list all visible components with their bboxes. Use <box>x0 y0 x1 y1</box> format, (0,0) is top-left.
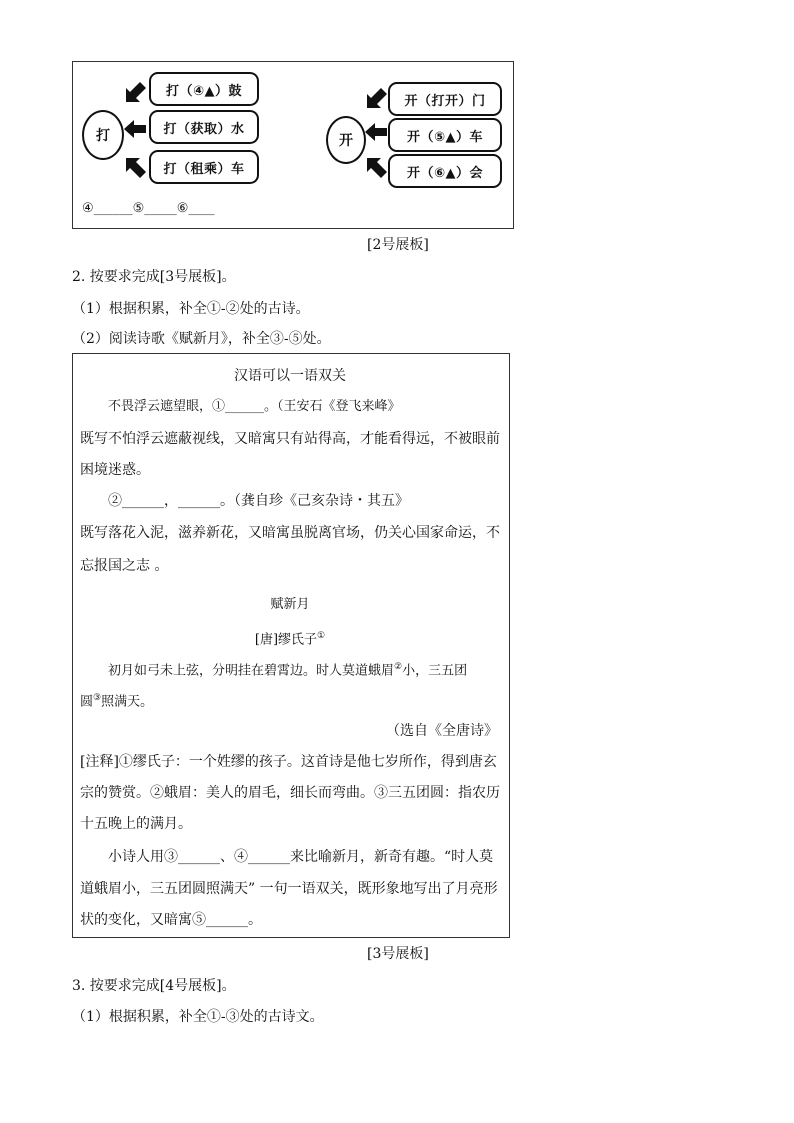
arrow-up-left-icon <box>124 82 146 104</box>
da-item-3-label: 打（租乘）车 <box>163 161 245 177</box>
q2-title: 2. 按要求完成[3号展板]。 <box>72 269 236 285</box>
para-line-2: 道蛾眉小，三五团圆照满天” 一句一语双关，既形象地写出了月亮形 <box>80 881 498 897</box>
kai-center-label: 开 <box>339 133 353 149</box>
da-center-circle <box>82 110 124 160</box>
kai-item-3-label: 开（⑥▲）会 <box>406 165 483 181</box>
da-item-3 <box>149 150 259 184</box>
note-line-3: 十五晚上的满月。 <box>80 816 192 832</box>
q3-title: 3. 按要求完成[4号展板]。 <box>72 978 236 994</box>
board2-blanks: ④______⑤_____⑥____ <box>82 201 215 216</box>
board3-caption: [3号展板] <box>367 946 429 962</box>
arrow-up-left-icon <box>365 156 387 178</box>
para-line-1: 小诗人用③______、④______来比喻新月，新奇有趣。“时人莫 <box>108 849 494 865</box>
para-line-3: 状的变化，又暗寓⑤______。 <box>80 912 262 928</box>
poem-line-1b: 小，三五团 <box>402 663 468 679</box>
poem-source: （选自《全唐诗》 <box>386 723 498 739</box>
poem-title: 赋新月 <box>270 597 310 612</box>
board3-line2: 既写不怕浮云遮蔽视线，又暗寓只有站得高，才能看得远，不被眼前 <box>80 431 500 447</box>
da-item-2-label: 打（获取）水 <box>163 121 245 137</box>
arrow-left-icon <box>365 121 387 143</box>
q2-sub1: （1）根据积累，补全①-②处的古诗。 <box>72 301 310 317</box>
poem-author-note: ① <box>317 631 326 641</box>
board3-heading: 汉语可以一语双关 <box>234 368 346 384</box>
da-item-2 <box>149 110 259 144</box>
note-line-2: 宗的赞赏。②蛾眉：美人的眉毛，细长而弯曲。③三五团圆：指农历 <box>80 785 500 801</box>
arrow-down-left-icon <box>124 156 146 178</box>
board3-line6: 忘报国之志 。 <box>80 558 169 574</box>
board3-line4: ②______，______。（龚自珍《己亥杂诗・其五》 <box>108 493 409 509</box>
q2-sub2: （2）阅读诗歌《赋新月》，补全③-⑤处。 <box>72 331 331 347</box>
kai-item-2-label: 开（⑤▲）车 <box>406 129 483 145</box>
arrow-left-icon <box>124 118 146 140</box>
kai-item-3 <box>388 154 502 188</box>
poem-line-2b: 照满天。 <box>101 694 154 710</box>
note-line-1: [注释]①缪氏子：一个姓缪的孩子。这首诗是他七岁所作，得到唐玄 <box>80 754 497 770</box>
da-item-1 <box>149 72 259 106</box>
da-item-1-label: 打（④▲）鼓 <box>165 83 242 99</box>
kai-item-1-label: 开（打开）门 <box>404 93 486 109</box>
poem-line-1 <box>108 658 467 680</box>
poem-line-1a: 初月如弓未上弦，分明挂在碧霄边。时人莫道蛾眉 <box>108 663 395 679</box>
poem-line-2a: 圆 <box>80 694 94 710</box>
board3-line3: 困境迷惑。 <box>80 462 150 478</box>
board3-line1: 不畏浮云遮望眼，①______。（王安石《登飞来峰》 <box>108 399 401 414</box>
kai-center-circle <box>326 116 366 164</box>
poem-line-2 <box>80 689 153 711</box>
poem-line-2-note: ③ <box>93 693 102 703</box>
poem-author <box>72 627 508 649</box>
kai-item-1 <box>388 82 502 116</box>
board3-line5: 既写落花入泥，滋养新花，又暗寓虽脱离官场，仍关心国家命运，不 <box>80 525 500 541</box>
board2-caption: [2号展板] <box>367 237 429 253</box>
kai-item-2 <box>388 118 502 152</box>
da-center-label: 打 <box>96 128 110 144</box>
q3-sub1: （1）根据积累，补全①-③处的古诗文。 <box>72 1009 324 1025</box>
arrow-down-left-icon <box>365 88 387 110</box>
poem-line-1-note: ② <box>394 662 403 672</box>
poem-author-text: [唐]缪氏子 <box>254 632 318 648</box>
